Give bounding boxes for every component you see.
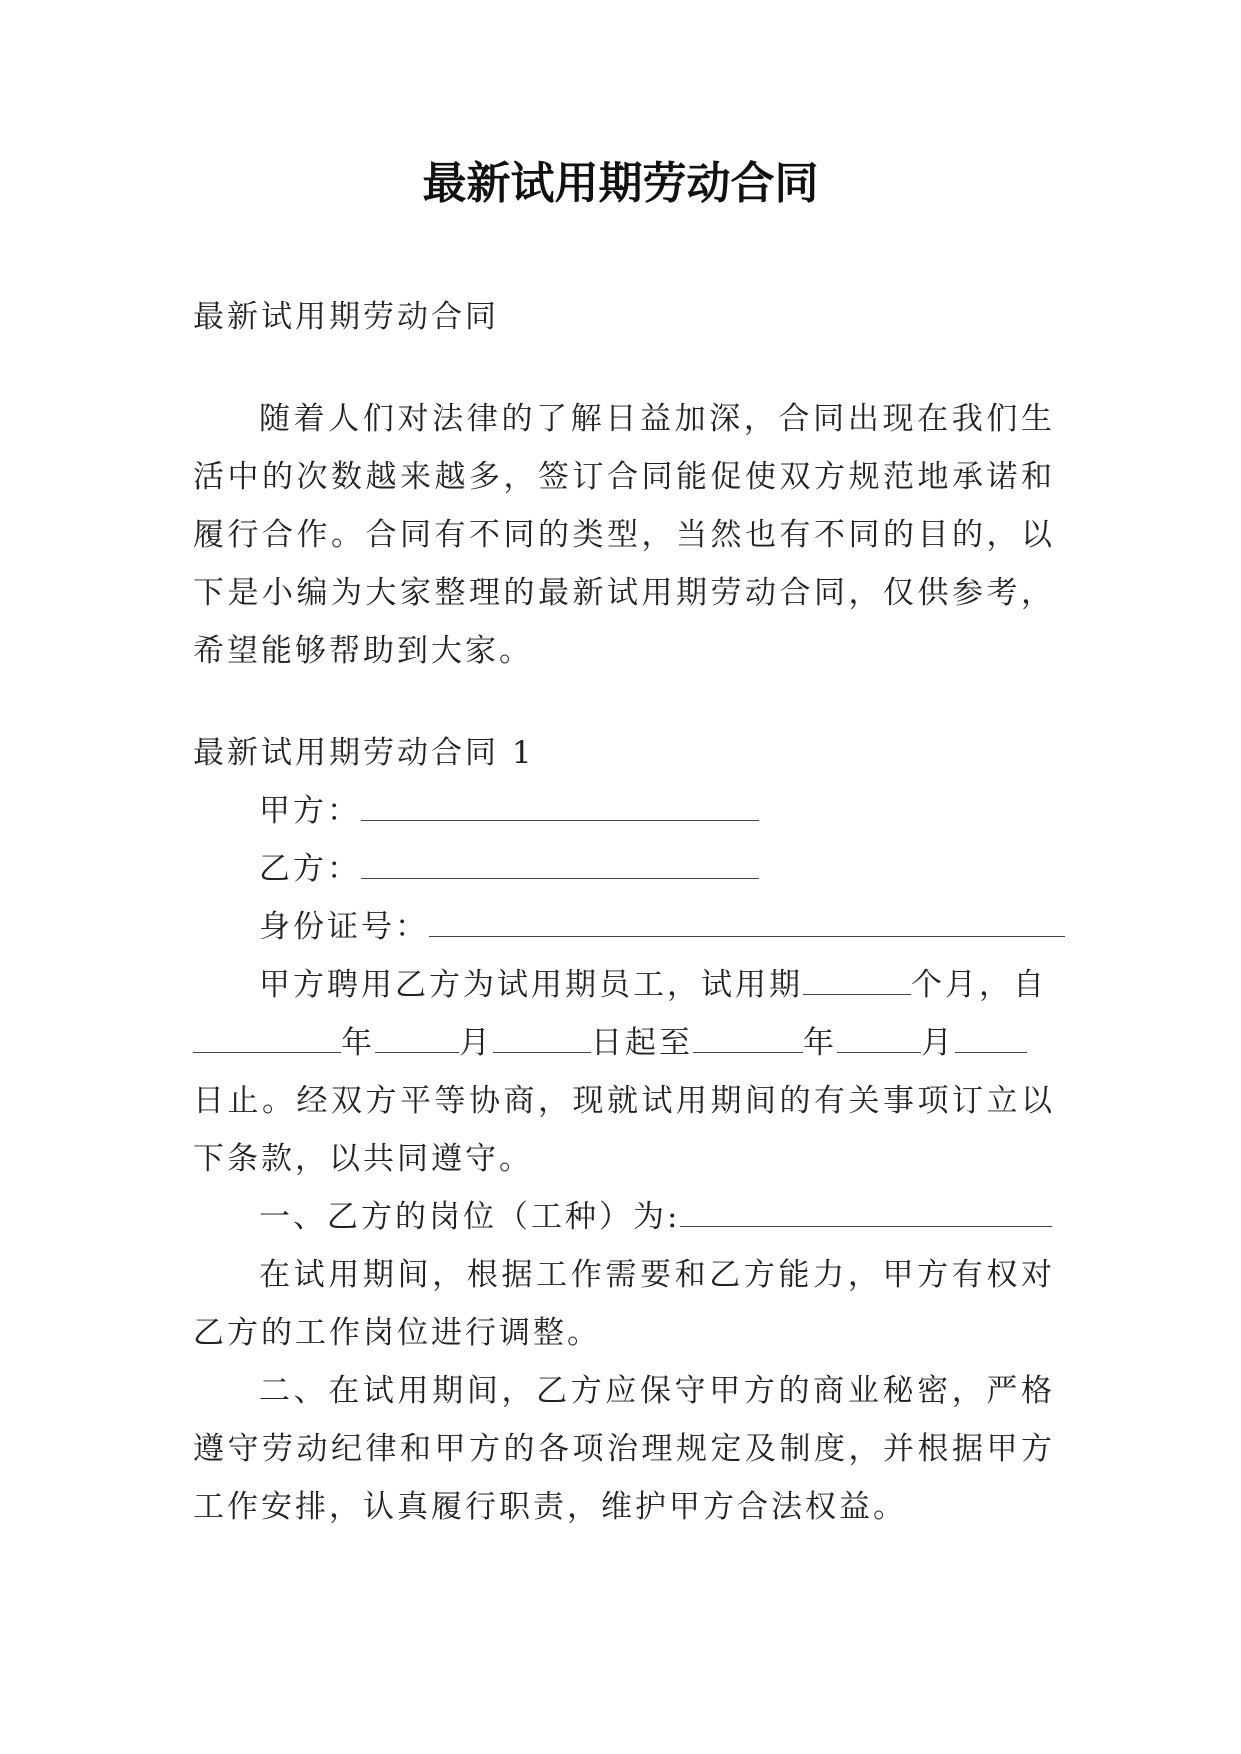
party-a-label: 甲方： bbox=[259, 793, 361, 829]
start-day-blank bbox=[493, 1026, 591, 1053]
intro-paragraph: 随着人们对法律的了解日益加深，合同出现在我们生活中的次数越来越多，签订合同能促使双方规范地承诺和履行合作。合同有不同的类型，当然也有不同的目的，以下是小编为大家整理的最新试用期劳动合同，仅供参考，希望能够帮助到大家。 bbox=[193, 401, 1055, 669]
item-1-blank bbox=[680, 1200, 1052, 1227]
item-1-label: 一、乙方的岗位（工种）为: bbox=[259, 1199, 681, 1235]
spacer bbox=[193, 680, 1055, 724]
end-year-label: 年 bbox=[803, 1025, 837, 1061]
start-year-blank bbox=[193, 1026, 341, 1053]
probation-months-blank bbox=[803, 968, 911, 995]
party-a-line bbox=[193, 782, 1055, 840]
probation-text-a: 甲方聘用乙方为试用期员工，试用期 bbox=[259, 967, 803, 1003]
probation-text-b: 个月，自 bbox=[911, 967, 1047, 1003]
spacer bbox=[193, 346, 1055, 390]
start-month-blank bbox=[375, 1026, 459, 1053]
start-month-label: 月 bbox=[459, 1025, 493, 1061]
end-month-blank bbox=[837, 1026, 921, 1053]
end-day-blank bbox=[955, 1026, 1027, 1053]
item-2-paragraph: 二、在试用期间，乙方应保守甲方的商业秘密，严格遵守劳动纪律和甲方的各项治理规定及制度，并根据甲方工作安排，认真履行职责，维护甲方合法权益。 bbox=[193, 1373, 1055, 1525]
document-body bbox=[193, 288, 1055, 1536]
probation-date-line bbox=[193, 1014, 1055, 1072]
id-number-label: 身份证号： bbox=[259, 909, 429, 945]
start-day-label: 日起至 bbox=[591, 1025, 693, 1061]
end-month-label: 月 bbox=[921, 1025, 955, 1061]
party-b-blank bbox=[361, 852, 759, 879]
probation-line-1 bbox=[193, 956, 1055, 1014]
id-number-blank bbox=[429, 910, 1065, 937]
start-year-label: 年 bbox=[341, 1025, 375, 1061]
id-number-line bbox=[193, 898, 1055, 956]
party-b-label: 乙方： bbox=[259, 851, 361, 887]
document-subtitle: 最新试用期劳动合同 bbox=[193, 299, 499, 335]
item-1-line bbox=[193, 1188, 1055, 1246]
party-b-line bbox=[193, 840, 1055, 898]
party-a-blank bbox=[361, 794, 759, 821]
section-title: 最新试用期劳动合同 1 bbox=[193, 735, 535, 771]
probation-text-c: 日止。经双方平等协商，现就试用期间的有关事项订立以下条款，以共同遵守。 bbox=[193, 1083, 1055, 1177]
end-year-blank bbox=[693, 1026, 803, 1053]
document-title: 最新试用期劳动合同 bbox=[422, 158, 819, 209]
item-1-paragraph: 在试用期间，根据工作需要和乙方能力，甲方有权对乙方的工作岗位进行调整。 bbox=[193, 1257, 1055, 1351]
